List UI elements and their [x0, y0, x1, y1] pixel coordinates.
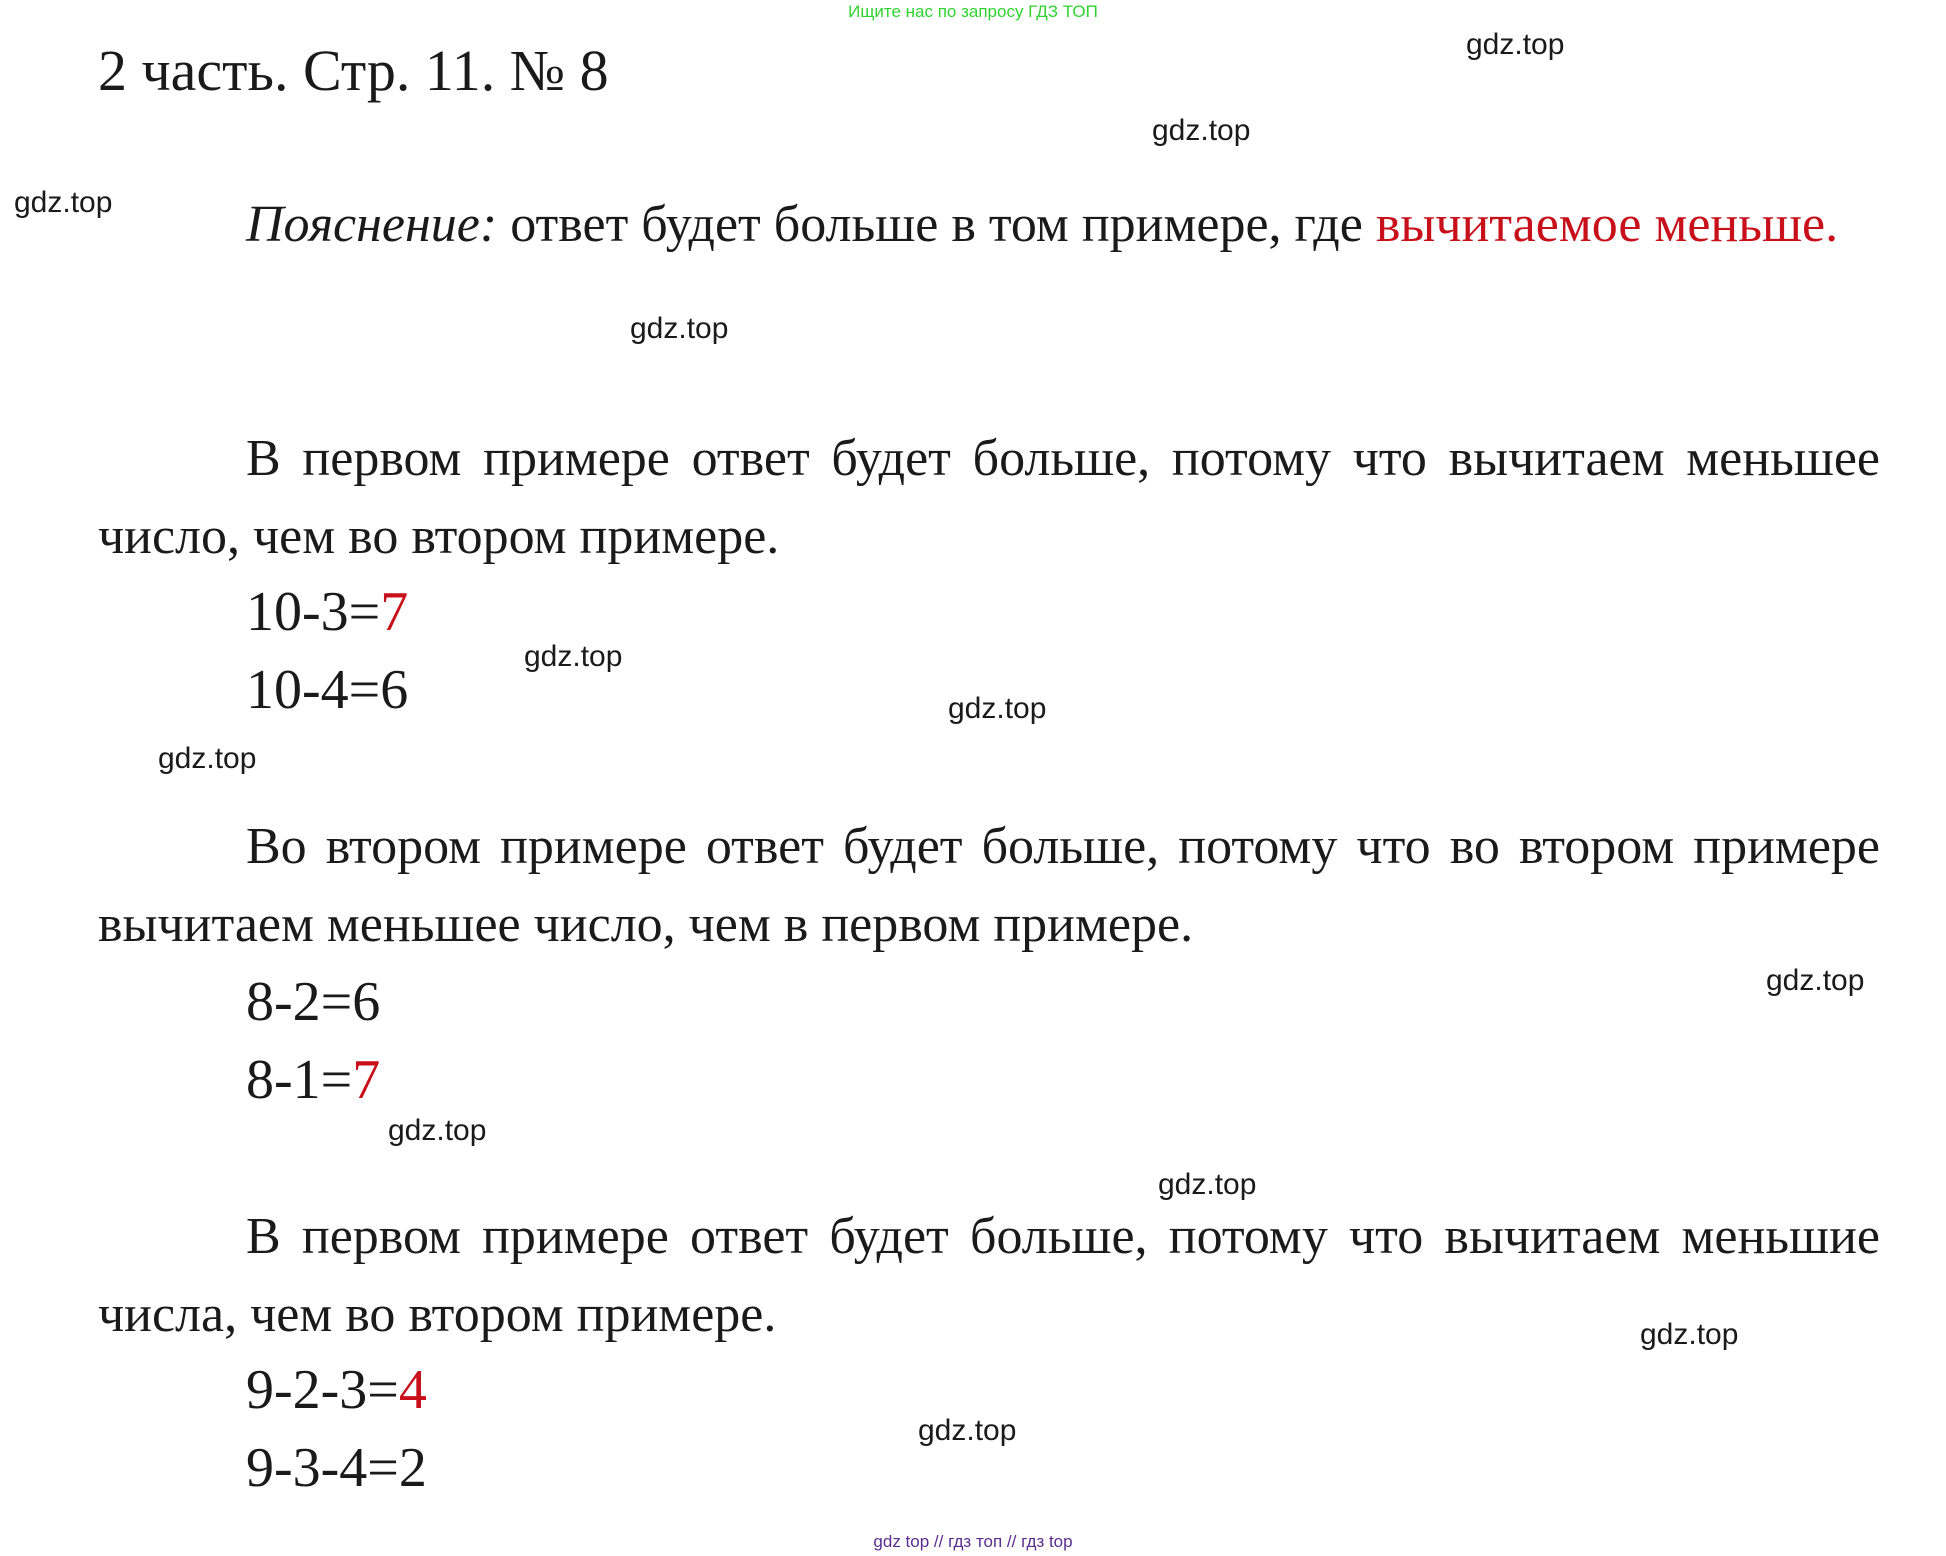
watermark: gdz.top [158, 742, 257, 775]
result: 2 [398, 1437, 427, 1499]
section-3-expression-1 [246, 1358, 427, 1422]
watermark: gdz.top [14, 186, 113, 219]
result: 6 [380, 659, 409, 721]
section-1-text [98, 420, 1880, 576]
watermark: gdz.top [948, 692, 1047, 725]
watermark: gdz.top [1640, 1318, 1739, 1351]
footer-links: gdz top // гдз топ // гдз top [873, 1532, 1073, 1551]
section-1-expression-2 [246, 658, 408, 722]
expression: 9-2-3= [246, 1359, 399, 1421]
section-3-sentence: В первом примере ответ будет больше, потому что вычитаем меньшие числа, чем во втором примере. [98, 1208, 1880, 1343]
expression: 10-4= [246, 659, 381, 721]
watermark: gdz.top [1158, 1168, 1257, 1201]
section-1-sentence: В первом примере ответ будет больше, потому что вычитаем меньшее число, чем во втором примере. [98, 430, 1880, 565]
result: 7 [380, 581, 409, 643]
expression: 9-3-4= [246, 1437, 399, 1499]
section-2-expression-1 [246, 970, 380, 1034]
watermark: gdz.top [918, 1414, 1017, 1447]
top-banner: Ищите нас по запросу ГДЗ ТОП [848, 2, 1098, 21]
section-2-sentence: Во втором примере ответ будет больше, потому что во втором примере вычитаем меньшее число, чем в первом примере. [98, 818, 1880, 953]
explanation-highlight: вычитаемое меньше. [1375, 196, 1839, 253]
section-1-expression-1 [246, 580, 408, 644]
explanation-text: ответ будет больше в том примере, где [497, 196, 1376, 253]
expression: 8-1= [246, 1049, 353, 1111]
expression: 10-3= [246, 581, 381, 643]
page-title: 2 часть. Стр. 11. № 8 [98, 38, 609, 103]
watermark: gdz.top [388, 1114, 487, 1147]
explanation-label: Пояснение: [246, 196, 498, 253]
result: 4 [398, 1359, 427, 1421]
explanation-paragraph [98, 186, 1880, 264]
section-3-text [98, 1198, 1880, 1354]
expression: 8-2= [246, 971, 353, 1033]
watermark: gdz.top [630, 312, 729, 345]
watermark: gdz.top [1152, 114, 1251, 147]
watermark: gdz.top [1466, 28, 1565, 61]
result: 6 [352, 971, 381, 1033]
section-2-expression-2 [246, 1048, 380, 1112]
result: 7 [352, 1049, 381, 1111]
section-3-expression-2 [246, 1436, 427, 1500]
watermark: gdz.top [524, 640, 623, 673]
section-2-text [98, 808, 1880, 964]
watermark: gdz.top [1766, 964, 1865, 997]
